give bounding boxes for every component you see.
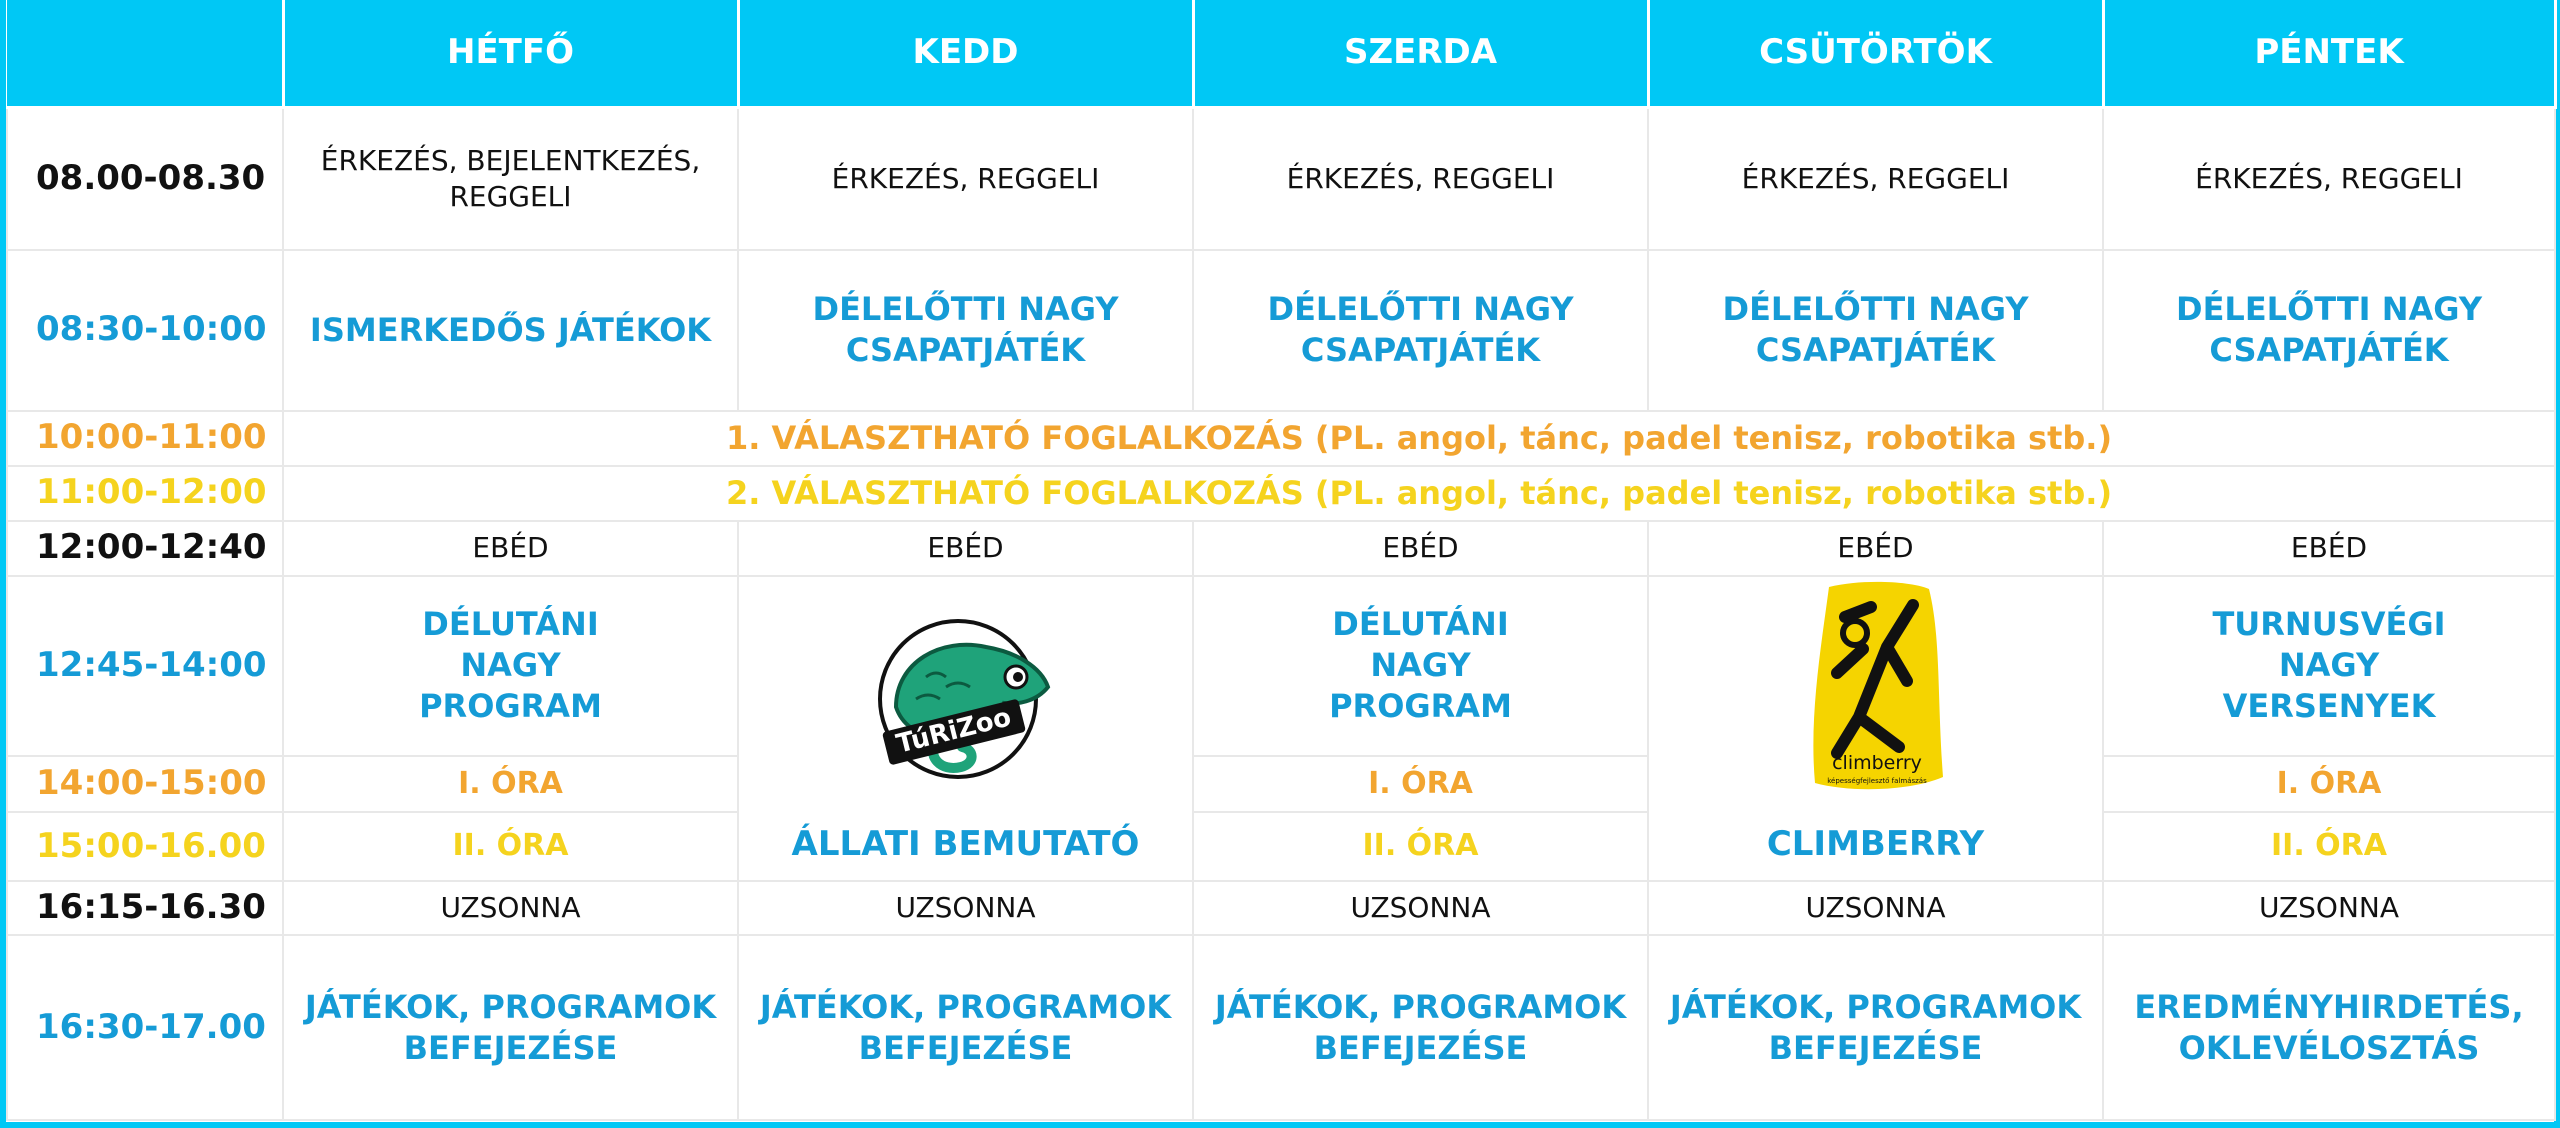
weekly-schedule-table bbox=[6, 0, 2557, 1121]
activity-cell: JÁTÉKOK, PROGRAMOK BEFEJEZÉSE bbox=[738, 935, 1193, 1120]
activity-cell: EREDMÉNYHIRDETÉS, OKLEVÉLOSZTÁS bbox=[2103, 935, 2555, 1120]
climberry-logo-subtext: képességfejlesztő falmászás bbox=[1826, 776, 1927, 785]
activity-cell: II. ÓRA bbox=[283, 812, 738, 881]
time-slot: 15:00-16.00 bbox=[7, 812, 283, 881]
activity-cell: DÉLELŐTTI NAGY CSAPATJÁTÉK bbox=[1648, 250, 2103, 411]
day-header-wednesday: SZERDA bbox=[1193, 0, 1648, 108]
activity-cell: II. ÓRA bbox=[1193, 812, 1648, 881]
activity-cell: EBÉD bbox=[283, 521, 738, 576]
activity-cell: ISMERKEDŐS JÁTÉKOK bbox=[283, 250, 738, 411]
activity-cell: UZSONNA bbox=[283, 881, 738, 935]
climbing-figure-icon bbox=[1801, 577, 1951, 797]
header-row bbox=[7, 0, 2555, 108]
activity-cell: ÉRKEZÉS, REGGELI bbox=[1648, 108, 2103, 250]
time-slot: 16:30-17.00 bbox=[7, 935, 283, 1120]
activity-cell: II. ÓRA bbox=[2103, 812, 2555, 881]
activity-cell: TURNUSVÉGI NAGY VERSENYEK bbox=[2103, 576, 2555, 756]
activity-cell: ÉRKEZÉS, REGGELI bbox=[2103, 108, 2555, 250]
activity-cell: UZSONNA bbox=[1648, 881, 2103, 935]
activity-cell: UZSONNA bbox=[2103, 881, 2555, 935]
time-slot: 11:00-12:00 bbox=[7, 466, 283, 521]
time-slot: 08.00-08.30 bbox=[7, 108, 283, 250]
climberry-logo-text: climberry bbox=[1831, 751, 1922, 774]
chameleon-icon bbox=[866, 607, 1066, 797]
activity-cell: I. ÓRA bbox=[1193, 756, 1648, 812]
schedule-row bbox=[7, 812, 2555, 881]
climberry-title: CLIMBERRY bbox=[1766, 823, 1985, 864]
time-slot: 08:30-10:00 bbox=[7, 250, 283, 411]
activity-cell: EBÉD bbox=[2103, 521, 2555, 576]
activity-cell: DÉLUTÁNI NAGY PROGRAM bbox=[1193, 576, 1648, 756]
schedule-row bbox=[7, 108, 2555, 250]
animal-show-title: ÁLLATI BEMUTATÓ bbox=[791, 823, 1140, 864]
turizoo-logo-text: TúRiZoo bbox=[892, 701, 1014, 760]
time-slot: 16:15-16.30 bbox=[7, 881, 283, 935]
activity-cell: DÉLELŐTTI NAGY CSAPATJÁTÉK bbox=[2103, 250, 2555, 411]
time-slot: 14:00-15:00 bbox=[7, 756, 283, 812]
animal-show-cell bbox=[738, 576, 1193, 882]
activity-cell: UZSONNA bbox=[1193, 881, 1648, 935]
activity-cell: DÉLELŐTTI NAGY CSAPATJÁTÉK bbox=[738, 250, 1193, 411]
schedule-row bbox=[7, 576, 2555, 756]
schedule-row bbox=[7, 756, 2555, 812]
day-header-monday: HÉTFŐ bbox=[283, 0, 738, 108]
time-slot: 10:00-11:00 bbox=[7, 411, 283, 466]
schedule-row bbox=[7, 881, 2555, 935]
schedule-row bbox=[7, 250, 2555, 411]
corner-cell bbox=[7, 0, 283, 108]
optional-activity-2: 2. VÁLASZTHATÓ FOGLALKOZÁS (PL. angol, tánc, padel tenisz, robotika stb.) bbox=[283, 466, 2555, 521]
activity-cell: JÁTÉKOK, PROGRAMOK BEFEJEZÉSE bbox=[1648, 935, 2103, 1120]
schedule-row bbox=[7, 411, 2555, 466]
day-header-tuesday: KEDD bbox=[738, 0, 1193, 108]
schedule-row bbox=[7, 466, 2555, 521]
time-slot: 12:00-12:40 bbox=[7, 521, 283, 576]
activity-cell: DÉLUTÁNI NAGY PROGRAM bbox=[283, 576, 738, 756]
activity-cell: DÉLELŐTTI NAGY CSAPATJÁTÉK bbox=[1193, 250, 1648, 411]
optional-activity-1: 1. VÁLASZTHATÓ FOGLALKOZÁS (PL. angol, tánc, padel tenisz, robotika stb.) bbox=[283, 411, 2555, 466]
activity-cell: JÁTÉKOK, PROGRAMOK BEFEJEZÉSE bbox=[283, 935, 738, 1120]
day-header-friday: PÉNTEK bbox=[2103, 0, 2555, 108]
activity-cell: I. ÓRA bbox=[2103, 756, 2555, 812]
activity-cell: ÉRKEZÉS, REGGELI bbox=[738, 108, 1193, 250]
activity-cell: I. ÓRA bbox=[283, 756, 738, 812]
activity-cell: ÉRKEZÉS, BEJELENTKEZÉS, REGGELI bbox=[283, 108, 738, 250]
day-header-thursday: CSÜTÖRTÖK bbox=[1648, 0, 2103, 108]
activity-cell: EBÉD bbox=[1648, 521, 2103, 576]
activity-cell: JÁTÉKOK, PROGRAMOK BEFEJEZÉSE bbox=[1193, 935, 1648, 1120]
schedule-row bbox=[7, 521, 2555, 576]
activity-cell: EBÉD bbox=[738, 521, 1193, 576]
activity-cell: UZSONNA bbox=[738, 881, 1193, 935]
schedule-row bbox=[7, 935, 2555, 1120]
activity-cell: EBÉD bbox=[1193, 521, 1648, 576]
climberry-cell bbox=[1648, 576, 2103, 882]
activity-cell: ÉRKEZÉS, REGGELI bbox=[1193, 108, 1648, 250]
time-slot: 12:45-14:00 bbox=[7, 576, 283, 756]
